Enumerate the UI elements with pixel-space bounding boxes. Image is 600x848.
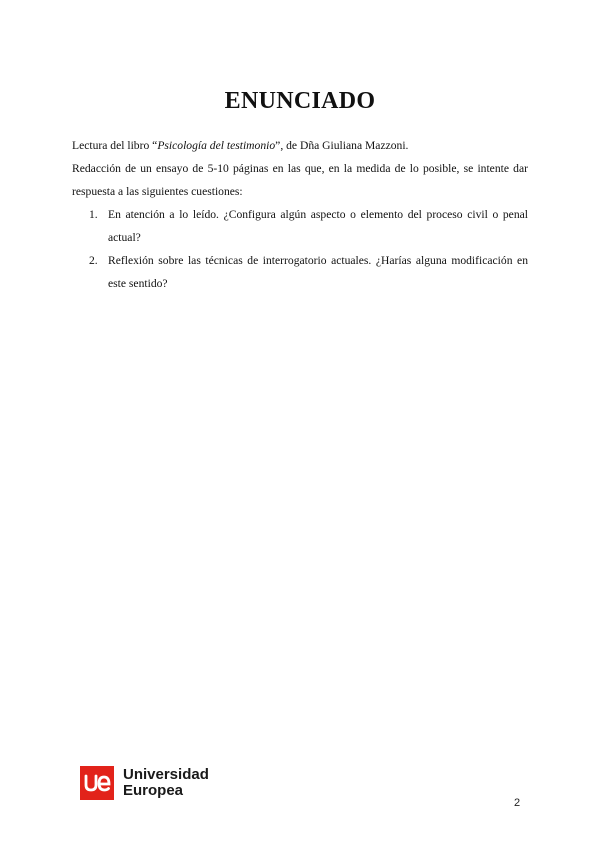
- logo-line-2: Europea: [123, 782, 184, 799]
- instructions-paragraph: Redacción de un ensayo de 5-10 páginas en las que, en la medida de lo posible, se intente dar respuesta a las siguientes cuestiones:: [72, 162, 528, 198]
- page-title: ENUNCIADO: [224, 88, 376, 115]
- list-item-number: 1.: [89, 208, 98, 221]
- list-item: [72, 249, 528, 295]
- logo-text: [123, 767, 209, 799]
- questions-list: [72, 203, 528, 295]
- list-item-text: En atención a lo leído. ¿Configura algún aspecto o elemento del proceso civil o penal actual?: [108, 208, 528, 244]
- list-item-text: Reflexión sobre las técnicas de interrogatorio actuales. ¿Harías alguna modificación en este sentido?: [108, 254, 528, 290]
- university-logo-mark-icon: [80, 766, 114, 800]
- intro-paragraph: [72, 134, 528, 157]
- body-text: [72, 134, 528, 295]
- logo-line-1: Universidad: [123, 766, 209, 783]
- ue-monogram-icon: [83, 772, 111, 794]
- list-item-number: 2.: [89, 254, 98, 267]
- intro-suffix: ”, de Dña Giuliana Mazzoni.: [275, 139, 409, 152]
- book-title: Psicología del testimonio: [157, 139, 276, 152]
- intro-prefix: Lectura del libro “: [72, 139, 158, 152]
- university-logo: [80, 766, 209, 800]
- list-item: [72, 203, 528, 249]
- page-number: 2: [514, 797, 521, 809]
